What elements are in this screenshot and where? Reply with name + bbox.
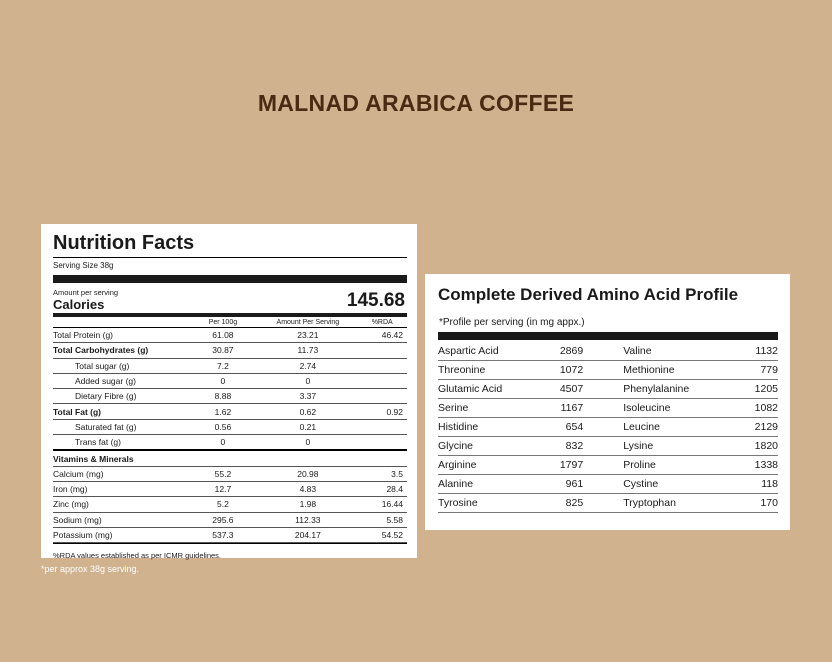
per-serving-value: 23.21: [258, 328, 357, 343]
nutrient-name: Added sugar (g): [53, 373, 188, 388]
amino-acid-name: Alanine: [438, 475, 539, 494]
amino-acid-value: 1797: [539, 456, 598, 475]
nutrition-table: [53, 317, 407, 543]
nutrient-name: Calcium (mg): [53, 466, 188, 481]
per-100g-value: 8.88: [188, 389, 259, 404]
per-100g-value: 0: [188, 435, 259, 451]
column-header-per-100g: Per 100g: [188, 317, 259, 328]
per-100g-value: 55.2: [188, 466, 259, 481]
nutrient-name: Total Carbohydrates (g): [53, 343, 188, 358]
nutrient-name: Total Protein (g): [53, 328, 188, 343]
nutrition-row: [53, 404, 407, 419]
rda-value: [357, 343, 407, 358]
nutrient-name: Dietary Fibre (g): [53, 389, 188, 404]
rda-value: 16.44: [357, 497, 407, 512]
nutrition-row: [53, 512, 407, 527]
amino-row: [438, 418, 778, 437]
amount-per-serving-label: Amount per serving: [53, 288, 119, 297]
per-100g-value: 30.87: [188, 343, 259, 358]
amino-acid-value: 961: [539, 475, 598, 494]
amino-acid-value: 654: [539, 418, 598, 437]
amino-heading: Complete Derived Amino Acid Profile: [438, 285, 739, 304]
amino-acid-value: 170: [741, 494, 778, 513]
per-100g-value: 1.62: [188, 404, 259, 419]
nutrition-row: [53, 481, 407, 496]
per-serving-value: 1.98: [258, 497, 357, 512]
nutrition-row: [53, 373, 407, 388]
amino-acid-name: Phenylalanine: [597, 380, 741, 399]
amino-acid-value: 2869: [539, 342, 598, 361]
serving-footnote: *per approx 38g serving.: [41, 564, 140, 574]
column-header-rda: %RDA: [357, 317, 407, 328]
amino-acid-name: Valine: [597, 342, 741, 361]
rda-value: 54.52: [357, 527, 407, 542]
rda-value: 46.42: [357, 328, 407, 343]
rda-value: 0.92: [357, 404, 407, 419]
nutrition-facts-panel: [41, 224, 417, 561]
amino-acid-name: Glycine: [438, 437, 539, 456]
calories-label: Calories: [53, 297, 105, 312]
per-serving-value: 2.74: [258, 358, 357, 373]
per-serving-value: 0: [258, 435, 357, 451]
nutrition-row: [53, 343, 407, 358]
amino-acid-name: Aspartic Acid: [438, 342, 539, 361]
amino-acid-name: Threonine: [438, 361, 539, 380]
amino-table: [438, 342, 778, 513]
amino-acid-value: 832: [539, 437, 598, 456]
amino-acid-value: 2129: [741, 418, 778, 437]
per-serving-value: 112.33: [258, 512, 357, 527]
per-serving-value: 0.21: [258, 419, 357, 434]
nutrient-name: Trans fat (g): [53, 435, 188, 451]
amino-acid-value: 1132: [741, 342, 778, 361]
thick-divider: [53, 275, 407, 283]
amino-acid-value: 1082: [741, 399, 778, 418]
nutrition-table-header: [53, 317, 407, 328]
rda-value: [357, 450, 407, 466]
amino-acid-name: Tyrosine: [438, 494, 539, 513]
nutrient-name: Potassium (mg): [53, 527, 188, 542]
amino-acid-value: 779: [741, 361, 778, 380]
rda-value: [357, 435, 407, 451]
nutrition-row: [53, 466, 407, 481]
amino-acid-name: Glutamic Acid: [438, 380, 539, 399]
calories-value: 145.68: [346, 290, 405, 311]
amino-row: [438, 361, 778, 380]
amino-acid-name: Cystine: [597, 475, 741, 494]
per-serving-value: 3.37: [258, 389, 357, 404]
amino-row: [438, 475, 778, 494]
per-100g-value: 12.7: [188, 481, 259, 496]
amino-row: [438, 380, 778, 399]
per-serving-value: 11.73: [258, 343, 357, 358]
nutrition-row: [53, 527, 407, 542]
column-header-nutrient: [53, 317, 188, 328]
amino-row: [438, 399, 778, 418]
per-100g-value: 295.6: [188, 512, 259, 527]
per-serving-value: [258, 450, 357, 466]
nutrient-name: Total sugar (g): [53, 358, 188, 373]
amino-acid-name: Histidine: [438, 418, 539, 437]
rda-value: [357, 419, 407, 434]
amino-acid-value: 1205: [741, 380, 778, 399]
per-100g-value: 7.2: [188, 358, 259, 373]
amino-table-body: [438, 342, 778, 513]
amino-acid-value: 4507: [539, 380, 598, 399]
per-100g-value: [188, 450, 259, 466]
amino-acid-name: Methionine: [597, 361, 741, 380]
amino-acid-name: Serine: [438, 399, 539, 418]
nutrition-heading: Nutrition Facts: [53, 232, 195, 254]
per-100g-value: 61.08: [188, 328, 259, 343]
nutrition-row: [53, 497, 407, 512]
amino-row: [438, 494, 778, 513]
page-title: MALNAD ARABICA COFFEE: [257, 90, 575, 116]
amino-acid-value: 1820: [741, 437, 778, 456]
rda-value: [357, 373, 407, 388]
amino-acid-value: 1167: [539, 399, 598, 418]
nutrition-row: [53, 389, 407, 404]
amino-acid-name: Arginine: [438, 456, 539, 475]
amino-row: [438, 342, 778, 361]
nutrient-name: Zinc (mg): [53, 497, 188, 512]
rda-value: 3.5: [357, 466, 407, 481]
rda-value: [357, 358, 407, 373]
rda-value: 28.4: [357, 481, 407, 496]
amino-subtitle: *Profile per serving (in mg appx.): [439, 317, 585, 328]
per-100g-value: 537.3: [188, 527, 259, 542]
amino-row: [438, 456, 778, 475]
rda-note: %RDA values established as per ICMR guidelines.: [53, 543, 407, 560]
nutrition-row: [53, 419, 407, 434]
nutrition-row: [53, 450, 407, 466]
thick-divider: [438, 332, 778, 340]
amino-acid-value: 1338: [741, 456, 778, 475]
column-header-per-serving: Amount Per Serving: [258, 317, 357, 328]
amino-acid-name: Lysine: [597, 437, 741, 456]
amino-acid-value: 1072: [539, 361, 598, 380]
per-serving-value: 204.17: [258, 527, 357, 542]
rda-value: 5.58: [357, 512, 407, 527]
nutrient-name: Total Fat (g): [53, 404, 188, 419]
per-serving-value: 20.98: [258, 466, 357, 481]
rda-value: [357, 389, 407, 404]
per-serving-value: 0: [258, 373, 357, 388]
per-serving-value: 4.83: [258, 481, 357, 496]
amino-row: [438, 437, 778, 456]
nutrition-row: [53, 328, 407, 343]
nutrition-table-body: [53, 328, 407, 543]
calories-block: [53, 283, 407, 311]
per-100g-value: 0.56: [188, 419, 259, 434]
amino-acid-name: Leucine: [597, 418, 741, 437]
amino-acid-name: Isoleucine: [597, 399, 741, 418]
nutrient-name: Vitamins & Minerals: [53, 450, 188, 466]
amino-acid-name: Proline: [597, 456, 741, 475]
amino-acid-panel: [425, 274, 790, 530]
per-100g-value: 0: [188, 373, 259, 388]
per-100g-value: 5.2: [188, 497, 259, 512]
nutrient-name: Saturated fat (g): [53, 419, 188, 434]
per-serving-value: 0.62: [258, 404, 357, 419]
nutrient-name: Iron (mg): [53, 481, 188, 496]
amino-acid-name: Tryptophan: [597, 494, 741, 513]
nutrition-row: [53, 358, 407, 373]
nutrient-name: Sodium (mg): [53, 512, 188, 527]
nutrition-row: [53, 435, 407, 451]
amino-acid-value: 118: [741, 475, 778, 494]
amino-acid-value: 825: [539, 494, 598, 513]
serving-size: Serving Size 38g: [53, 261, 114, 270]
